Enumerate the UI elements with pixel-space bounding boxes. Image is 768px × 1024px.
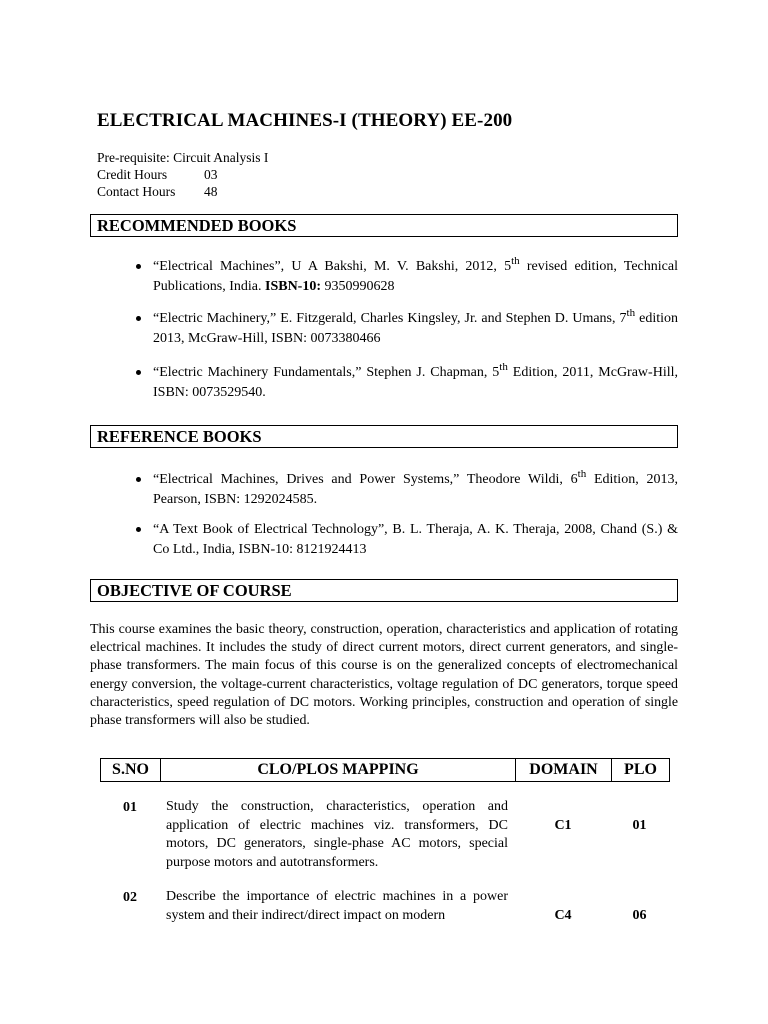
book-text: edition 2013, McGraw-Hill, ISBN: 0073380466: [153, 311, 678, 346]
table-header: [100, 758, 670, 782]
superscript: th: [626, 307, 636, 319]
list-item: [118, 520, 678, 560]
isbn-label: ISBN-10:: [265, 279, 322, 294]
recommended-books-list: [118, 257, 678, 403]
course-meta: [97, 149, 268, 200]
header-mapping: CLO/PLOS MAPPING: [161, 759, 516, 781]
table-row: [100, 798, 670, 878]
isbn-number: 9350990628: [321, 279, 395, 294]
list-item: [118, 470, 678, 510]
table-row: [100, 888, 670, 928]
book-text: “A Text Book of Electrical Technology”, B. L. Theraja, A. K. Theraja, 2008, Chand (S.) & Co Ltd., India, ISBN-10: 8121924413: [153, 522, 678, 557]
recommended-books-heading: RECOMMENDED BOOKS: [90, 214, 678, 237]
superscript: th: [499, 361, 508, 373]
reference-books-list: [118, 470, 678, 560]
row-sno: 01: [123, 800, 137, 815]
list-item: [118, 257, 678, 297]
book-text: “Electric Machinery,” E. Fitzgerald, Charles Kingsley, Jr. and Stephen D. Umans, 7: [153, 311, 627, 326]
reference-books-heading: REFERENCE BOOKS: [90, 425, 678, 448]
header-domain: DOMAIN: [516, 759, 612, 781]
objective-heading: OBJECTIVE OF COURSE: [90, 579, 678, 602]
book-text: “Electrical Machines”, U A Bakshi, M. V. Bakshi, 2012, 5: [153, 259, 512, 274]
book-text: Edition, 2013, Pearson, ISBN: 1292024585.: [153, 472, 678, 507]
credit-hours-label: Credit Hours: [97, 167, 168, 182]
course-title: ELECTRICAL MACHINES-I (THEORY) EE-200: [97, 110, 513, 131]
credit-hours-value: 03: [204, 167, 218, 182]
book-text: revised edition, Technical Publications, India.: [153, 259, 678, 294]
credit-hours-row: [97, 166, 268, 183]
row-description: Study the construction, characteristics, operation and application of electric machines viz. transformers, DC motors, DC generators, single-phase AC motors, special purpose motors and autotransformers.: [166, 799, 508, 870]
row-description: Describe the importance of electric machines in a power system and their indirect/direct impact on modern: [166, 889, 508, 923]
row-plo: 06: [632, 908, 647, 923]
superscript: th: [511, 255, 520, 267]
prerequisite: Pre-requisite: Circuit Analysis I: [97, 150, 269, 165]
row-domain: C1: [554, 818, 572, 833]
book-text: “Electrical Machines, Drives and Power Systems,” Theodore Wildi, 6: [153, 472, 578, 487]
header-plo: PLO: [624, 761, 657, 778]
book-text: “Electric Machinery Fundamentals,” Stephen J. Chapman, 5: [153, 365, 500, 380]
book-text: Edition, 2011, McGraw-Hill, ISBN: 0073529540.: [153, 365, 678, 400]
list-item: [118, 363, 678, 403]
header-sno: S.NO: [101, 759, 161, 781]
row-plo: 01: [632, 818, 647, 833]
list-item: [118, 309, 678, 349]
objective-paragraph: This course examines the basic theory, construction, operation, characteristics and application of rotating electrical machines. It includes the study of direct current motors, direct current generators, and single-phase transformers. The main focus of this course is on the generalized concepts of electromechanical energy conversion, the voltage-current characteristics, voltage regulation of DC generators, torque speed characteristics, speed regulation of DC motors. Working principles, construction and operation of single phase transformers will also be studied.: [90, 622, 678, 729]
row-domain: C4: [554, 908, 572, 923]
contact-hours-row: [97, 183, 268, 200]
contact-hours-value: 48: [204, 184, 218, 199]
clo-table: [100, 758, 670, 923]
contact-hours-label: Contact Hours: [97, 184, 176, 199]
row-sno: 02: [123, 890, 137, 905]
superscript: th: [577, 468, 587, 480]
